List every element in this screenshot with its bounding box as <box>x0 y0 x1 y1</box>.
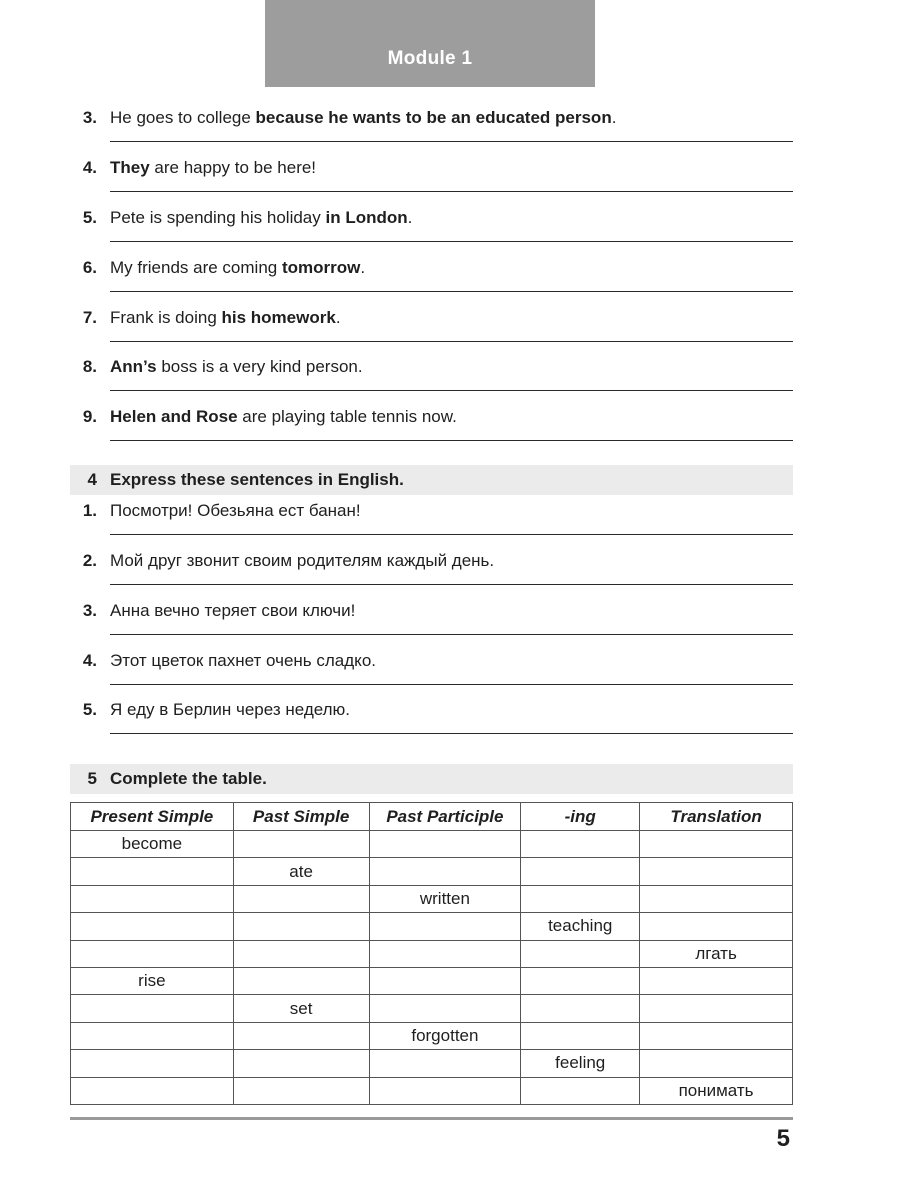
answer-line[interactable] <box>110 733 793 734</box>
table-cell-given: set <box>233 995 369 1022</box>
sentence-part: He goes to college <box>110 108 256 127</box>
sentence-text <box>110 158 316 178</box>
table-cell-blank[interactable] <box>640 967 793 994</box>
sentence-bold-part: Ann’s <box>110 357 157 376</box>
table-row <box>71 967 793 994</box>
item-number: 6. <box>82 258 97 277</box>
module-title: Module 1 <box>265 0 595 87</box>
table-cell-given: become <box>71 831 234 858</box>
table-cell-blank[interactable] <box>369 967 521 994</box>
table-cell-given: forgotten <box>369 1022 521 1049</box>
russian-sentence: Я еду в Берлин через неделю. <box>110 700 351 719</box>
table-cell-blank[interactable] <box>369 913 521 940</box>
table-cell-blank[interactable] <box>640 885 793 912</box>
sentence-part: . <box>360 258 366 277</box>
task-5-number: 5 <box>87 769 97 788</box>
translation-item <box>70 700 793 750</box>
russian-sentence: Этот цветок пахнет очень сладко. <box>110 651 376 670</box>
table-cell-blank[interactable] <box>521 858 640 885</box>
table-cell-blank[interactable] <box>71 940 234 967</box>
answer-line[interactable] <box>110 291 793 292</box>
table-cell-blank[interactable] <box>233 831 369 858</box>
answer-line[interactable] <box>110 341 793 342</box>
translation-item <box>70 651 793 701</box>
table-cell-given: лгать <box>640 940 793 967</box>
task-4-header <box>70 465 793 495</box>
sentence-part: . <box>611 108 617 127</box>
translation-item <box>70 601 793 651</box>
footer-rule <box>70 1117 793 1120</box>
table-cell-blank[interactable] <box>640 1050 793 1077</box>
table-cell-blank[interactable] <box>71 1077 234 1104</box>
sentence-part: Pete is spending his holiday <box>110 208 326 227</box>
table-cell-given: понимать <box>640 1077 793 1104</box>
table-row <box>71 858 793 885</box>
answer-line[interactable] <box>110 440 793 441</box>
sentence-part: are happy to be here! <box>149 158 317 177</box>
russian-sentence: Посмотри! Обезьяна ест банан! <box>110 501 361 520</box>
sentence-part: . <box>407 208 413 227</box>
sentence-part: My friends are coming <box>110 258 282 277</box>
sentence-text <box>110 407 457 427</box>
answer-line[interactable] <box>110 390 793 391</box>
item-number: 5. <box>82 208 97 227</box>
item-number: 8. <box>82 357 97 376</box>
sentence-bold-part: his homework <box>221 308 336 327</box>
answer-line[interactable] <box>110 141 793 142</box>
answer-line[interactable] <box>110 191 793 192</box>
sentence-bold-part: in London <box>325 208 408 227</box>
table-cell-blank[interactable] <box>640 831 793 858</box>
answer-line[interactable] <box>110 534 793 535</box>
sentence-bold-part: tomorrow <box>281 258 361 277</box>
sentence-item <box>70 308 793 358</box>
item-number: 3. <box>82 601 97 620</box>
item-number: 1. <box>82 501 97 520</box>
task-4-title: Express these sentences in English. <box>110 470 404 489</box>
table-header-row <box>71 803 793 831</box>
sentence-bold-part: because he wants to be an educated person <box>255 108 612 127</box>
table-cell-blank[interactable] <box>71 913 234 940</box>
sentence-text <box>110 108 616 128</box>
table-cell-blank[interactable] <box>369 1077 521 1104</box>
table-cell-blank[interactable] <box>71 995 234 1022</box>
table-cell-given: ate <box>233 858 369 885</box>
item-number: 7. <box>82 308 97 327</box>
table-cell-given: feeling <box>521 1050 640 1077</box>
item-number: 4. <box>82 158 97 177</box>
sentence-item <box>70 258 793 308</box>
sentence-bold-part: Helen and Rose <box>110 407 238 426</box>
header-past-participle: Past Participle <box>369 803 521 831</box>
table-cell-blank[interactable] <box>521 940 640 967</box>
table-cell-given: teaching <box>521 913 640 940</box>
table-cell-blank[interactable] <box>521 831 640 858</box>
header-ing: -ing <box>521 803 640 831</box>
translation-item <box>70 501 793 551</box>
table-row <box>71 995 793 1022</box>
table-cell-blank[interactable] <box>233 967 369 994</box>
table-row <box>71 1050 793 1077</box>
task-5-header <box>70 764 793 794</box>
table-cell-blank[interactable] <box>233 1022 369 1049</box>
item-number: 9. <box>82 407 97 426</box>
sentence-part: Frank is doing <box>110 308 222 327</box>
table-row <box>71 1077 793 1104</box>
task-5-title: Complete the table. <box>110 769 267 788</box>
verb-forms-table <box>70 802 793 1105</box>
table-cell-blank[interactable] <box>71 858 234 885</box>
table-cell-blank[interactable] <box>233 885 369 912</box>
header-present-simple: Present Simple <box>71 803 234 831</box>
table-cell-blank[interactable] <box>233 913 369 940</box>
table-cell-blank[interactable] <box>233 940 369 967</box>
table-cell-blank[interactable] <box>521 967 640 994</box>
table-cell-blank[interactable] <box>369 831 521 858</box>
header-translation: Translation <box>640 803 793 831</box>
sentence-item <box>70 108 793 158</box>
table-cell-blank[interactable] <box>71 885 234 912</box>
sentence-item <box>70 208 793 258</box>
table-cell-blank[interactable] <box>233 1077 369 1104</box>
table-cell-blank[interactable] <box>233 1050 369 1077</box>
sentence-bold-part: They <box>110 158 150 177</box>
table-cell-blank[interactable] <box>521 885 640 912</box>
table-cell-blank[interactable] <box>369 940 521 967</box>
sentence-item <box>70 158 793 208</box>
sentence-text <box>110 208 412 228</box>
header-past-simple: Past Simple <box>233 803 369 831</box>
sentence-part: boss is a very kind person. <box>156 357 363 376</box>
table-cell-blank[interactable] <box>640 913 793 940</box>
table-row <box>71 885 793 912</box>
task-4-number: 4 <box>87 470 97 489</box>
table-row <box>71 940 793 967</box>
table-cell-blank[interactable] <box>369 858 521 885</box>
item-number: 3. <box>82 108 97 127</box>
table-row <box>71 1022 793 1049</box>
table-cell-given: written <box>369 885 521 912</box>
translation-item <box>70 551 793 601</box>
table-cell-blank[interactable] <box>640 858 793 885</box>
item-number: 2. <box>82 551 97 570</box>
page-number: 5 <box>776 1125 790 1152</box>
sentence-item <box>70 357 793 407</box>
table-cell-blank[interactable] <box>71 1050 234 1077</box>
russian-sentence: Анна вечно теряет свои ключи! <box>110 601 356 620</box>
item-number: 5. <box>82 700 97 719</box>
table-row <box>71 913 793 940</box>
russian-sentence: Мой друг звонит своим родителям каждый день. <box>110 551 495 570</box>
sentence-part: are playing table tennis now. <box>237 407 457 426</box>
sentence-item <box>70 407 793 457</box>
table-cell-blank[interactable] <box>521 1022 640 1049</box>
table-row <box>71 831 793 858</box>
table-cell-blank[interactable] <box>521 995 640 1022</box>
table-cell-blank[interactable] <box>640 1022 793 1049</box>
item-number: 4. <box>82 651 97 670</box>
table-cell-given: rise <box>71 967 234 994</box>
table-cell-blank[interactable] <box>369 1050 521 1077</box>
table-cell-blank[interactable] <box>369 995 521 1022</box>
sentence-text <box>110 308 341 328</box>
table-cell-blank[interactable] <box>521 1077 640 1104</box>
sentence-part: . <box>335 308 341 327</box>
answer-line[interactable] <box>110 684 793 685</box>
sentence-text <box>110 357 363 377</box>
answer-line[interactable] <box>110 584 793 585</box>
table-cell-blank[interactable] <box>71 1022 234 1049</box>
sentence-text <box>110 258 365 278</box>
answer-line[interactable] <box>110 634 793 635</box>
answer-line[interactable] <box>110 241 793 242</box>
table-cell-blank[interactable] <box>640 995 793 1022</box>
